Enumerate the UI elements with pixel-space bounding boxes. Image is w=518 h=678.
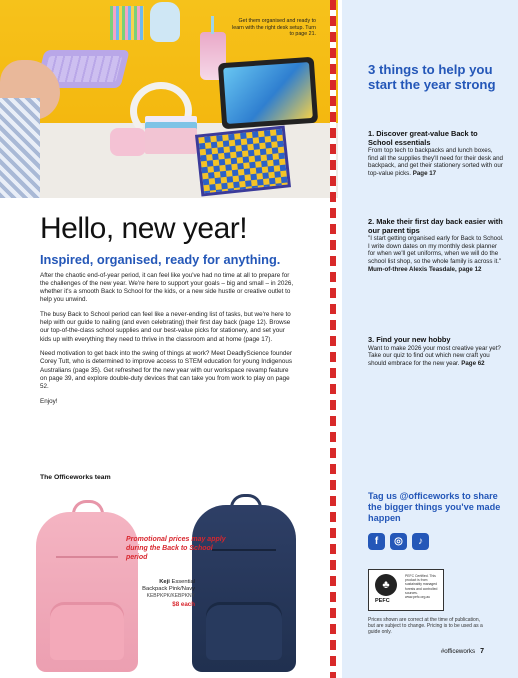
- product-name: Essential Backpack Pink/Navy: [142, 579, 195, 593]
- tip-text: "I start getting organised early for Back to School. I write down dates on my monthly desk planner for when we'll get uniforms, when we will do the school list shop, so the whole family is across it.": [368, 235, 504, 266]
- tip-item: [368, 218, 504, 274]
- notebook-stack: [145, 128, 197, 154]
- pefc-label: PEFC: [375, 598, 390, 604]
- product-price: $8 each: [172, 600, 195, 608]
- tip-heading: 2. Make their first day back easier with our parent tips: [368, 217, 503, 235]
- product-info: [135, 579, 195, 609]
- social-tagline: Tag us @officeworks to share the bigger things you've made happen: [368, 491, 501, 523]
- tiktok-icon[interactable]: ♪: [412, 533, 429, 550]
- tip-text: From top tech to backpacks and lunch boxes, find all the supplies they'll need for their desk and backpack, and get their stationery sorted with our top-value picks.: [368, 147, 503, 178]
- pink-backpack-image: [36, 512, 138, 672]
- tip-ref: Page 17: [412, 170, 437, 178]
- pefc-tree-icon: ♣: [375, 574, 397, 596]
- tip-ref: Mum-of-three Alexis Teasdale, page 12: [368, 265, 482, 273]
- zip: [56, 556, 118, 558]
- article-paragraph: The busy Back to School period can feel like a never-ending list of tasks, but we're here to help with our guide to nailing (and even celebrating) their first day back (page 12). Browse our top-of-the-class school supplies and our best-value picks for stationery, and set your kids up with everything they need to thrive in the classroom and at home (page 17).: [40, 311, 291, 343]
- footer-handle: #officeworks: [440, 648, 476, 655]
- page-subheading: Inspired, organised, ready for anything.: [40, 252, 281, 267]
- navy-backpack-image: [192, 505, 296, 672]
- page-footer: [441, 648, 484, 655]
- price-disclaimer: Prices shown are correct at the time of publication, but are subject to change. Pricing is to be used as a guide only.: [368, 617, 483, 636]
- tip-heading: 3. Find your new hobby: [368, 335, 451, 344]
- article-paragraph: Enjoy!: [40, 397, 58, 405]
- pefc-text: PEFC Certified. This product is from sustainably managed forests and controlled sources. www.pefc.org.au: [405, 574, 438, 600]
- tip-item: [368, 336, 504, 368]
- sidebar-title: 3 things to help you start the year strong: [368, 62, 496, 92]
- puzzle-book: [195, 125, 291, 196]
- product-brand: Keji: [159, 579, 170, 585]
- article-paragraph: After the chaotic end-of-year period, it can feel like you've had no time at all to prepare for the challenges of the new year. We're here to support your goals – big and small – in 2026, whether it's a smooth Back to School for the kids, or a new side hustle or creative outlet to help you unwind.: [40, 272, 294, 304]
- product-code: KEBPKPK/KEBPKNY: [146, 593, 195, 600]
- tip-item: [368, 130, 504, 178]
- tip-ref: Page 62: [461, 359, 485, 367]
- front-pocket: [50, 602, 124, 660]
- facebook-icon[interactable]: f: [368, 533, 385, 550]
- ruler-stripe: [330, 0, 336, 678]
- tip-text: Want to make 2026 your most creative year yet? Take our quiz to find out which new craft you should embrace for the new year.: [368, 344, 501, 367]
- school-shirt-sleeve: [0, 98, 40, 198]
- front-pocket: [206, 602, 282, 660]
- bear-pencil-holder: [150, 2, 180, 42]
- tip-heading: 1. Discover great-value Back to School essentials: [368, 129, 478, 147]
- instagram-icon[interactable]: ◎: [390, 533, 407, 550]
- signoff: The Officeworks team: [40, 474, 111, 481]
- social-links: [368, 533, 429, 550]
- promo-note: Promotional prices may apply during the Back to School period: [126, 536, 226, 561]
- article-paragraph: Need motivation to get back into the swing of things at work? Meet DeadlyScience founder Corey Tutt, who is determined to improve access to STEM education for young Indigenous Australians (page 35). Get refreshed for the new year with our workspace revamp feature on page 39, and explore double-duty devices that can take you from work to play on page 52.: [40, 350, 293, 390]
- hero-photo: [0, 0, 338, 198]
- page-headline: Hello, new year!: [40, 212, 248, 245]
- tablet: [218, 57, 318, 130]
- pefc-certification-badge: [368, 569, 444, 611]
- pen-cup: [110, 6, 144, 40]
- pencil-case: [110, 128, 146, 156]
- page-number: 7: [480, 648, 484, 655]
- article-body: [40, 272, 296, 412]
- hero-caption: Get them organised and ready to learn with the right desk setup. Turn to page 21.: [232, 18, 316, 38]
